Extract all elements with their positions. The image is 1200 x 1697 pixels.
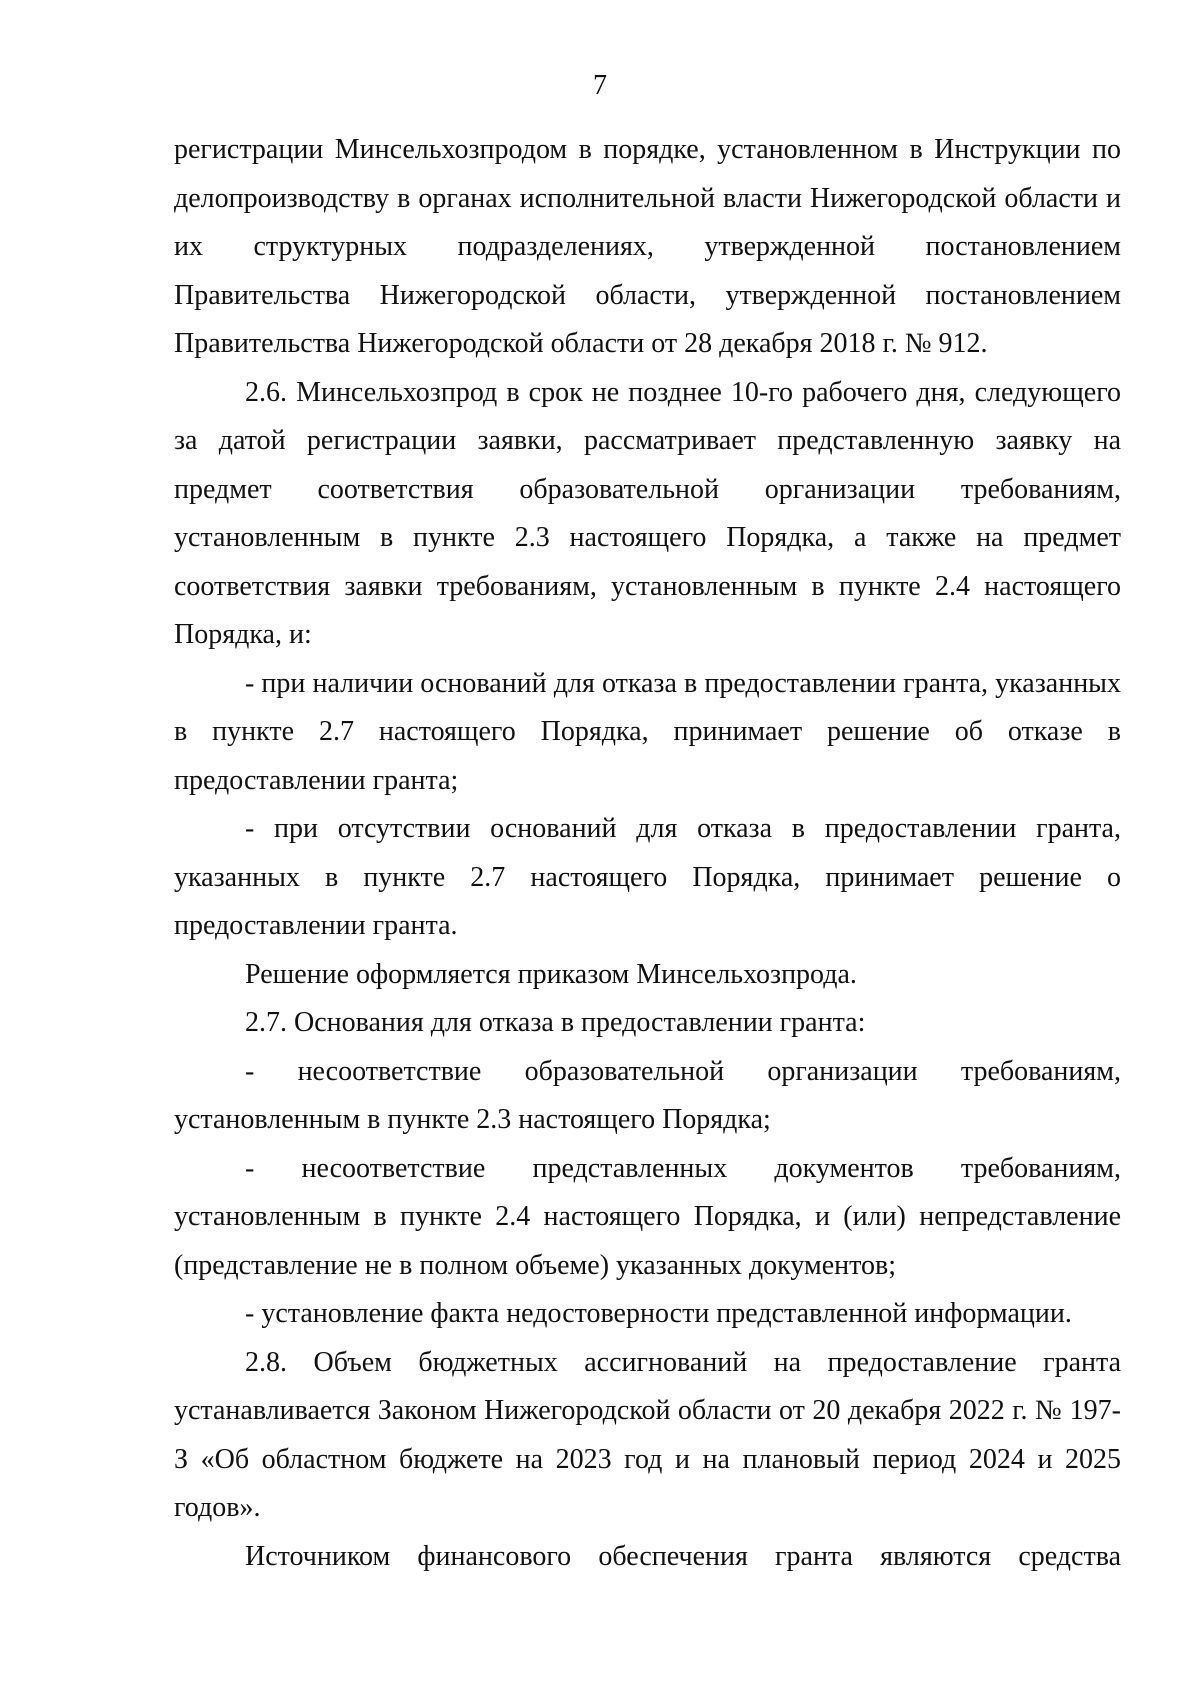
list-item-grant-decision: - при отсутствии оснований для отказа в предоставлении гранта, указанных в пункте 2.7 настоящего Порядка, принимает решение о предоставлении гранта. — [174, 813, 1121, 941]
list-item-refusal-decision: - при наличии оснований для отказа в предоставлении гранта, указанных в пункте 2.7 настоящего Порядка, принимает решение об отказе в предоставлении гранта; — [174, 667, 1121, 796]
paragraph-2-8: 2.8. Объем бюджетных ассигнований на предоставление гранта устанавливается Законом Нижегородской области от 20 декабря 2022 г. № 197-З «Об областном бюджете на 2023 год и на плановый период 2024 и 2025 годов». — [174, 1346, 1121, 1523]
document-body — [174, 126, 1121, 1581]
paragraph-decision-order: Решение оформляется приказом Минсельхозпрода. — [245, 958, 857, 990]
list-item-unreliable-information: - установление факта недостоверности представленной информации. — [245, 1298, 1072, 1329]
list-item-documents-noncompliance: - несоответствие представленных документов требованиям, установленным в пункте 2.4 настоящего Порядка, и (или) непредставление (представление не в полном объеме) указанных документов; — [174, 1152, 1121, 1281]
paragraph-registration-continuation: регистрации Минсельхозпродом в порядке, установленном в Инструкции по делопроизводству в органах исполнительной власти Нижегородской области и их структурных подразделениях, утвержденной постановлением Правительства Нижегородской области, утвержденной постановлением Правительства Нижегородской области от 28 декабря 2018 г. № 912. — [174, 134, 1121, 359]
page-number: 7 — [593, 70, 607, 101]
list-item-organization-noncompliance: - несоответствие образовательной организации требованиям, установленным в пункте 2.3 настоящего Порядка; — [174, 1055, 1121, 1135]
paragraph-funding-source: Источником финансового обеспечения гранта являются средства — [245, 1540, 1121, 1572]
paragraph-2-6: 2.6. Минсельхозпрод в срок не позднее 10-го рабочего дня, следующего за датой регистрации заявки, рассматривает представленную заявку на предмет соответствия образовательной организации требованиям, установленным в пункте 2.3 настоящего Порядка, а также на предмет соответствия заявки требованиям, установленным в пункте 2.4 настоящего Порядка, и: — [174, 376, 1121, 650]
paragraph-2-7: 2.7. Основания для отказа в предоставлении гранта: — [245, 1007, 866, 1038]
